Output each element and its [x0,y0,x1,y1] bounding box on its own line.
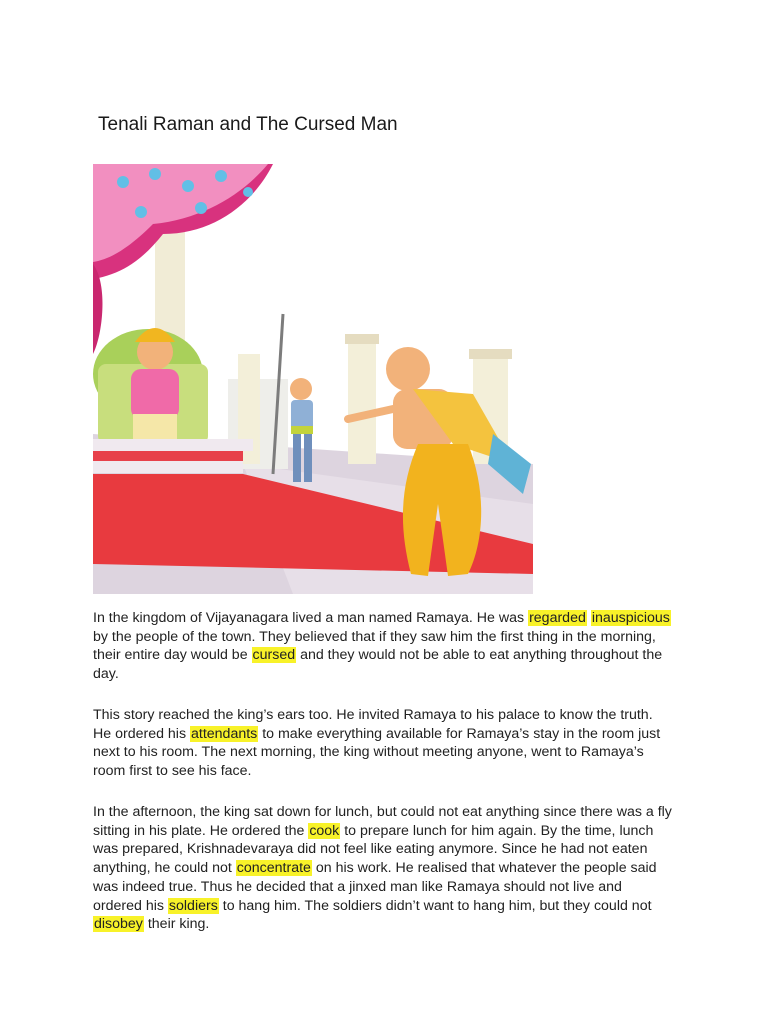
paragraph-text: on his work. He realised that whatever the people said was indeed true. Thus he decided that a jinxed man like Ramaya should not live and ordered his [93,860,657,914]
highlighted-word: cursed [252,647,296,664]
paragraph-text: to make everything available for Ramaya’s stay in the room just next to his room. The next morning, the king without meeting anyone, went to Ramaya’s room first to see his face. [93,725,661,780]
paragraph-text: and they would not be able to eat anything throughout the day. [93,647,663,683]
paragraph-text: by the people of the town. They believed that if they saw him the first thing in the morning, their entire day would be [93,628,656,664]
highlighted-word: attendants [191,725,258,742]
highlighted-word: disobey [94,916,143,933]
highlighted-word: soldiers [168,897,218,914]
story-illustration [93,164,533,594]
highlighted-word: inauspicious [591,610,670,626]
paragraph-text: to prepare lunch for him again. By the time, lunch was prepared, Krishnadevaraya did not feel like eating anymore. Since he had not eaten anything, he could not [93,822,654,877]
story-paragraph-3 [93,803,673,934]
story-paragraph-2 [93,706,673,781]
paragraph-text: to hang him. The soldiers didn’t want to hang him, but they could not [218,897,652,914]
page-title: Tenali Raman and The Cursed Man [98,114,398,135]
paragraph-text: This story reached the king’s ears too. He invited Ramaya to his palace to know the truth. He ordered his [93,707,653,742]
paragraph-text: their king. [143,916,210,933]
paragraph-text: In the afternoon, the king sat down for lunch, but could not eat anything since there was a fly sitting in his plate. He ordered the [93,804,672,839]
story-paragraph-1 [93,609,673,684]
highlighted-word: regarded [529,610,586,626]
highlighted-word: concentrate [236,860,311,877]
paragraph-text: In the kingdom of Vijayanagara lived a man named Ramaya. He was [93,610,529,626]
highlighted-word: cook [309,822,340,839]
